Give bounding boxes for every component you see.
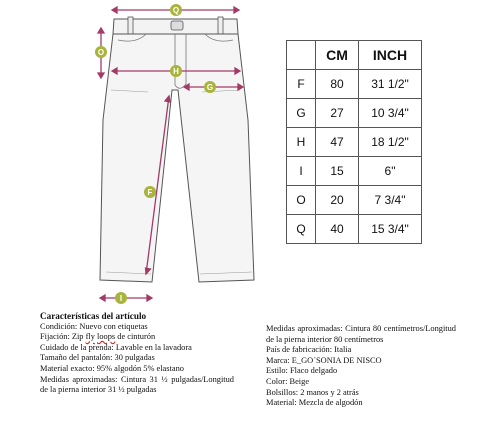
svg-text:I: I bbox=[119, 294, 123, 303]
dimension-label-g bbox=[204, 81, 216, 93]
dimension-label-i bbox=[115, 292, 127, 304]
svg-text:Q: Q bbox=[172, 6, 180, 15]
row-label: I bbox=[287, 157, 316, 186]
table-row bbox=[287, 128, 422, 157]
row-cm: 80 bbox=[316, 70, 359, 99]
belt-loop bbox=[218, 17, 223, 36]
row-label: O bbox=[287, 186, 316, 215]
dimension-label-h bbox=[170, 65, 182, 77]
detail-care: Cuidado de la prenda: Lavable en la lavadora bbox=[40, 342, 192, 352]
row-cm: 27 bbox=[316, 99, 359, 128]
table-row bbox=[287, 186, 422, 215]
details-heading: Características del artículo bbox=[40, 311, 147, 321]
row-inch: 10 3/4" bbox=[359, 99, 422, 128]
detail-color: Color: Beige bbox=[266, 376, 310, 386]
belt-loop bbox=[128, 17, 133, 36]
svg-text:F: F bbox=[147, 188, 153, 197]
row-label: G bbox=[287, 99, 316, 128]
size-table bbox=[286, 40, 422, 244]
row-inch: 7 3/4" bbox=[359, 186, 422, 215]
detail-material: Material: Mezcla de algodón bbox=[266, 398, 363, 408]
row-label: F bbox=[287, 70, 316, 99]
detail-size: Tamaño del pantalón: 30 pulgadas bbox=[40, 353, 155, 363]
row-inch: 18 1/2" bbox=[359, 128, 422, 157]
table-row bbox=[287, 215, 422, 244]
row-cm: 40 bbox=[316, 215, 359, 244]
row-inch: 15 3/4" bbox=[359, 215, 422, 244]
header-empty bbox=[287, 41, 316, 70]
row-inch: 6" bbox=[359, 157, 422, 186]
svg-text:G: G bbox=[206, 83, 214, 92]
detail-country: País de fabricación: Italia bbox=[266, 345, 352, 355]
svg-text:O: O bbox=[97, 48, 105, 57]
row-cm: 15 bbox=[316, 157, 359, 186]
row-cm: 20 bbox=[316, 186, 359, 215]
row-label: Q bbox=[287, 215, 316, 244]
button-tab bbox=[171, 21, 183, 30]
detail-condition: Condición: Nuevo con etiquetas bbox=[40, 321, 148, 331]
table-row bbox=[287, 99, 422, 128]
detail-measures-inch: Medidas aproximadas: Cintura 31 ½ pulgadas/Longitud de la pierna interior 31 ½ pulgadas bbox=[40, 374, 234, 395]
row-inch: 31 1/2" bbox=[359, 70, 422, 99]
detail-pockets: Bolsillos: 2 manos y 2 atrás bbox=[266, 387, 359, 397]
pants-diagram bbox=[88, 0, 263, 310]
row-cm: 47 bbox=[316, 128, 359, 157]
detail-style: Estilo: Flaco delgado bbox=[266, 366, 338, 376]
table-row bbox=[287, 70, 422, 99]
detail-closure: Fijación: Zip fly loops de cinturón bbox=[40, 332, 156, 342]
detail-material-exact: Material exacto: 95% algodón 5% elastano bbox=[40, 363, 184, 373]
table-header-row bbox=[287, 41, 422, 70]
item-details-right bbox=[266, 324, 456, 409]
svg-text:H: H bbox=[173, 67, 179, 76]
detail-measures-cm: Medidas aproximadas: Cintura 80 centímetros/Longitud de la pierna interior 80 centímetros bbox=[266, 324, 456, 344]
header-cm: CM bbox=[316, 41, 359, 70]
row-label: H bbox=[287, 128, 316, 157]
item-details-left bbox=[40, 311, 234, 396]
dimension-label-o bbox=[95, 46, 107, 58]
detail-brand: Marca: E_GO´SONIA DE NISCO bbox=[266, 355, 382, 365]
dimension-label-q bbox=[170, 4, 182, 16]
header-inch: INCH bbox=[359, 41, 422, 70]
dimension-label-f bbox=[144, 186, 156, 198]
table-row bbox=[287, 157, 422, 186]
